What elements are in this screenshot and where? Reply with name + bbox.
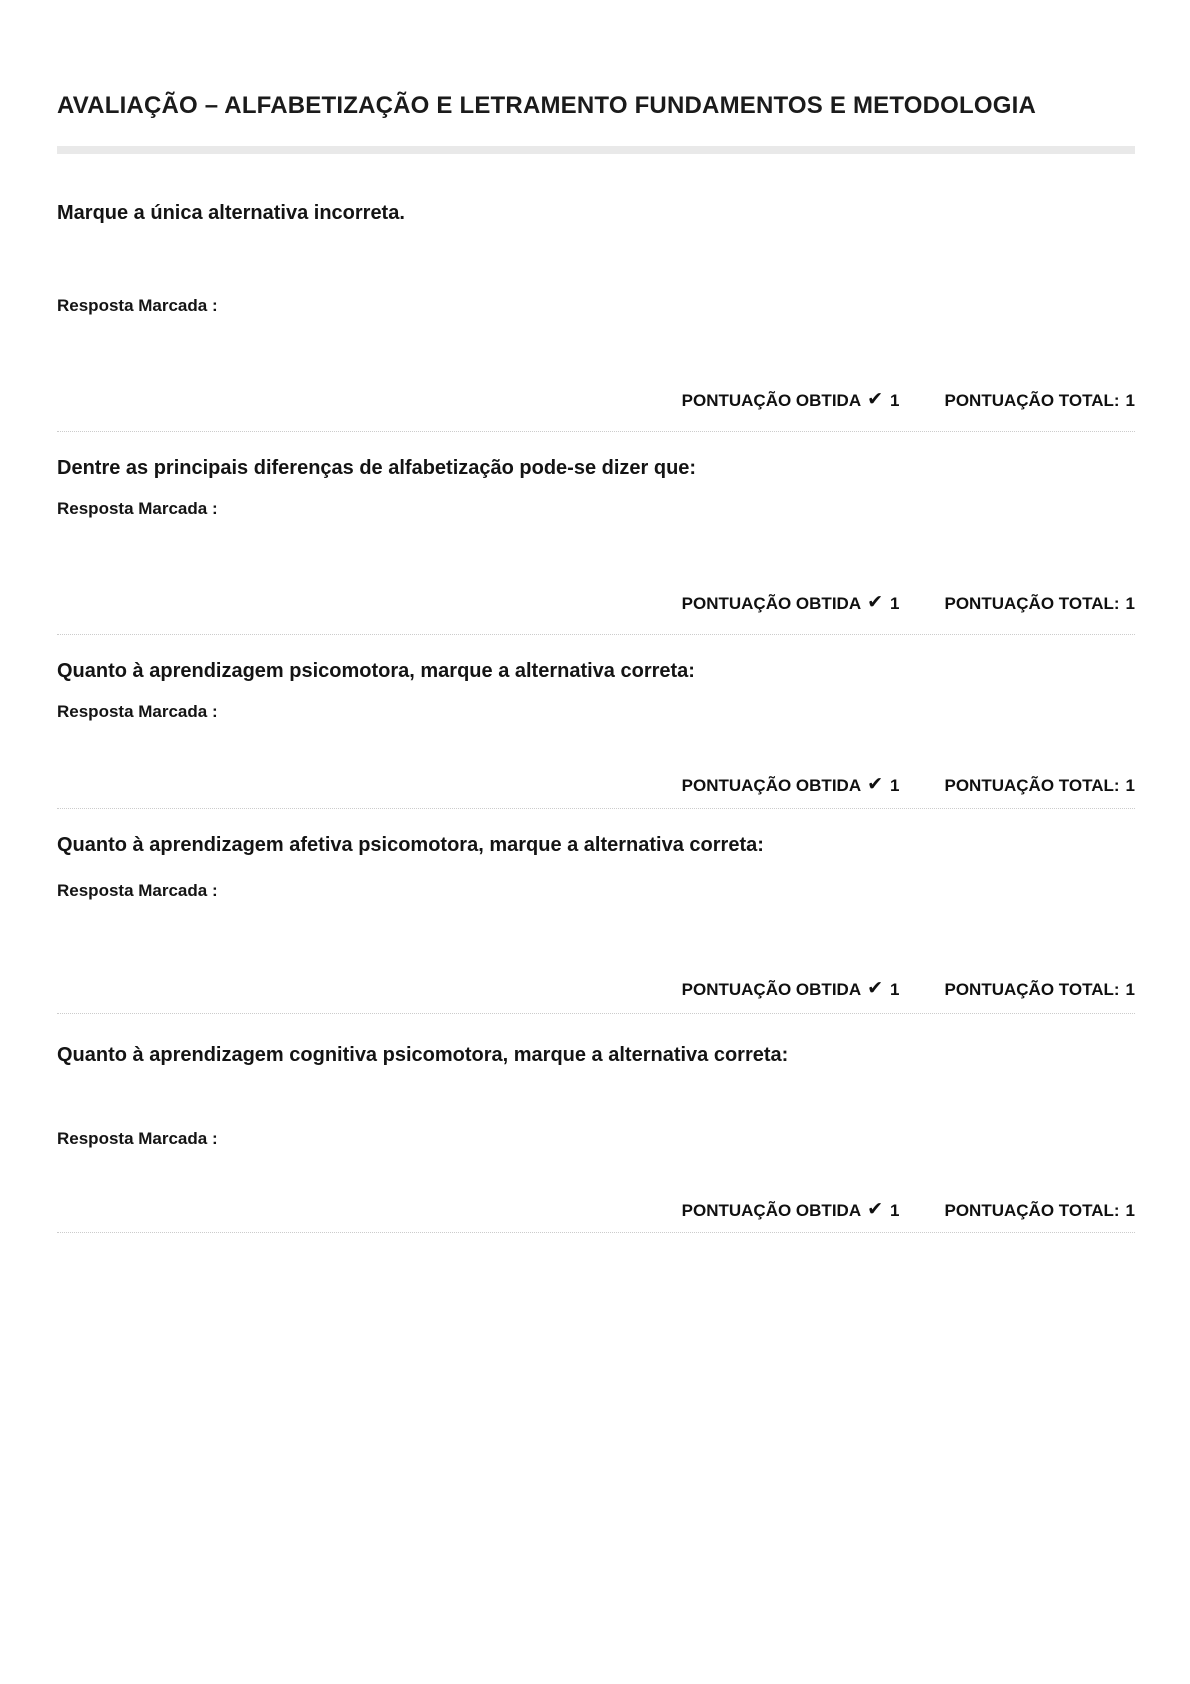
score-obtained-label: PONTUAÇÃO OBTIDA: [681, 980, 862, 999]
score-obtained: [682, 388, 900, 413]
answer-marked-label: Resposta Marcada :: [57, 499, 218, 518]
score-obtained-value: 1: [890, 1201, 900, 1220]
score-total-label: PONTUAÇÃO TOTAL:: [944, 391, 1120, 410]
score-row: [57, 388, 1135, 413]
section-divider: [57, 1232, 1135, 1233]
check-icon: ✔: [867, 388, 884, 410]
section-divider: [57, 1013, 1135, 1014]
score-obtained: [682, 591, 900, 616]
score-obtained-label: PONTUAÇÃO OBTIDA: [681, 594, 862, 613]
question-text: Dentre as principais diferenças de alfabetização pode-se dizer que:: [57, 457, 697, 479]
questions-list: [57, 198, 1135, 1233]
score-row: [57, 1198, 1135, 1223]
answer-marked-label: Resposta Marcada :: [57, 296, 218, 315]
score-row: [57, 773, 1135, 798]
score-total-value: 1: [1125, 391, 1135, 410]
assessment-page: [57, 0, 1135, 1233]
score-total: [945, 591, 1136, 616]
score-total-label: PONTUAÇÃO TOTAL:: [944, 1201, 1120, 1220]
section-divider: [57, 634, 1135, 635]
score-total-label: PONTUAÇÃO TOTAL:: [944, 776, 1120, 795]
score-total-value: 1: [1125, 594, 1135, 613]
score-obtained-value: 1: [890, 776, 900, 795]
section-divider: [57, 808, 1135, 809]
question-section: [57, 453, 1135, 635]
question-text: Quanto à aprendizagem psicomotora, marque a alternativa correta:: [57, 660, 695, 682]
question-section: [57, 830, 1135, 1014]
check-icon: ✔: [867, 773, 884, 795]
question-text: Quanto à aprendizagem cognitiva psicomotora, marque a alternativa correta:: [57, 1044, 789, 1066]
question-section: [57, 198, 1135, 432]
section-divider: [57, 431, 1135, 432]
check-icon: ✔: [867, 977, 884, 999]
score-row: [57, 977, 1135, 1002]
answer-marked-label: Resposta Marcada :: [57, 1129, 218, 1148]
score-total-value: 1: [1125, 980, 1135, 999]
question-text: Quanto à aprendizagem afetiva psicomotora, marque a alternativa correta:: [57, 834, 764, 856]
score-total-label: PONTUAÇÃO TOTAL:: [944, 980, 1120, 999]
answer-marked-label: Resposta Marcada :: [57, 702, 218, 721]
score-obtained-label: PONTUAÇÃO OBTIDA: [681, 1201, 862, 1220]
score-total: [945, 388, 1136, 413]
answer-marked-label: Resposta Marcada :: [57, 881, 218, 900]
question-text: Marque a única alternativa incorreta.: [57, 202, 405, 224]
score-obtained-label: PONTUAÇÃO OBTIDA: [681, 391, 862, 410]
question-section: [57, 656, 1135, 809]
score-total-value: 1: [1125, 1201, 1135, 1220]
score-total: [945, 1198, 1136, 1223]
page-header: [57, 88, 1135, 154]
score-total: [945, 977, 1136, 1002]
score-obtained-value: 1: [890, 594, 900, 613]
question-section: [57, 1040, 1135, 1233]
score-obtained-value: 1: [890, 980, 900, 999]
score-obtained-label: PONTUAÇÃO OBTIDA: [681, 776, 862, 795]
score-obtained: [682, 977, 900, 1002]
score-total: [945, 773, 1136, 798]
check-icon: ✔: [867, 591, 884, 613]
check-icon: ✔: [867, 1198, 884, 1220]
score-obtained: [682, 1198, 900, 1223]
page-title: AVALIAÇÃO – ALFABETIZAÇÃO E LETRAMENTO FUNDAMENTOS E METODOLOGIA: [57, 92, 1037, 119]
score-obtained: [682, 773, 900, 798]
title-divider: [57, 146, 1135, 154]
score-obtained-value: 1: [890, 391, 900, 410]
score-total-label: PONTUAÇÃO TOTAL:: [944, 594, 1120, 613]
score-total-value: 1: [1125, 776, 1135, 795]
score-row: [57, 591, 1135, 616]
